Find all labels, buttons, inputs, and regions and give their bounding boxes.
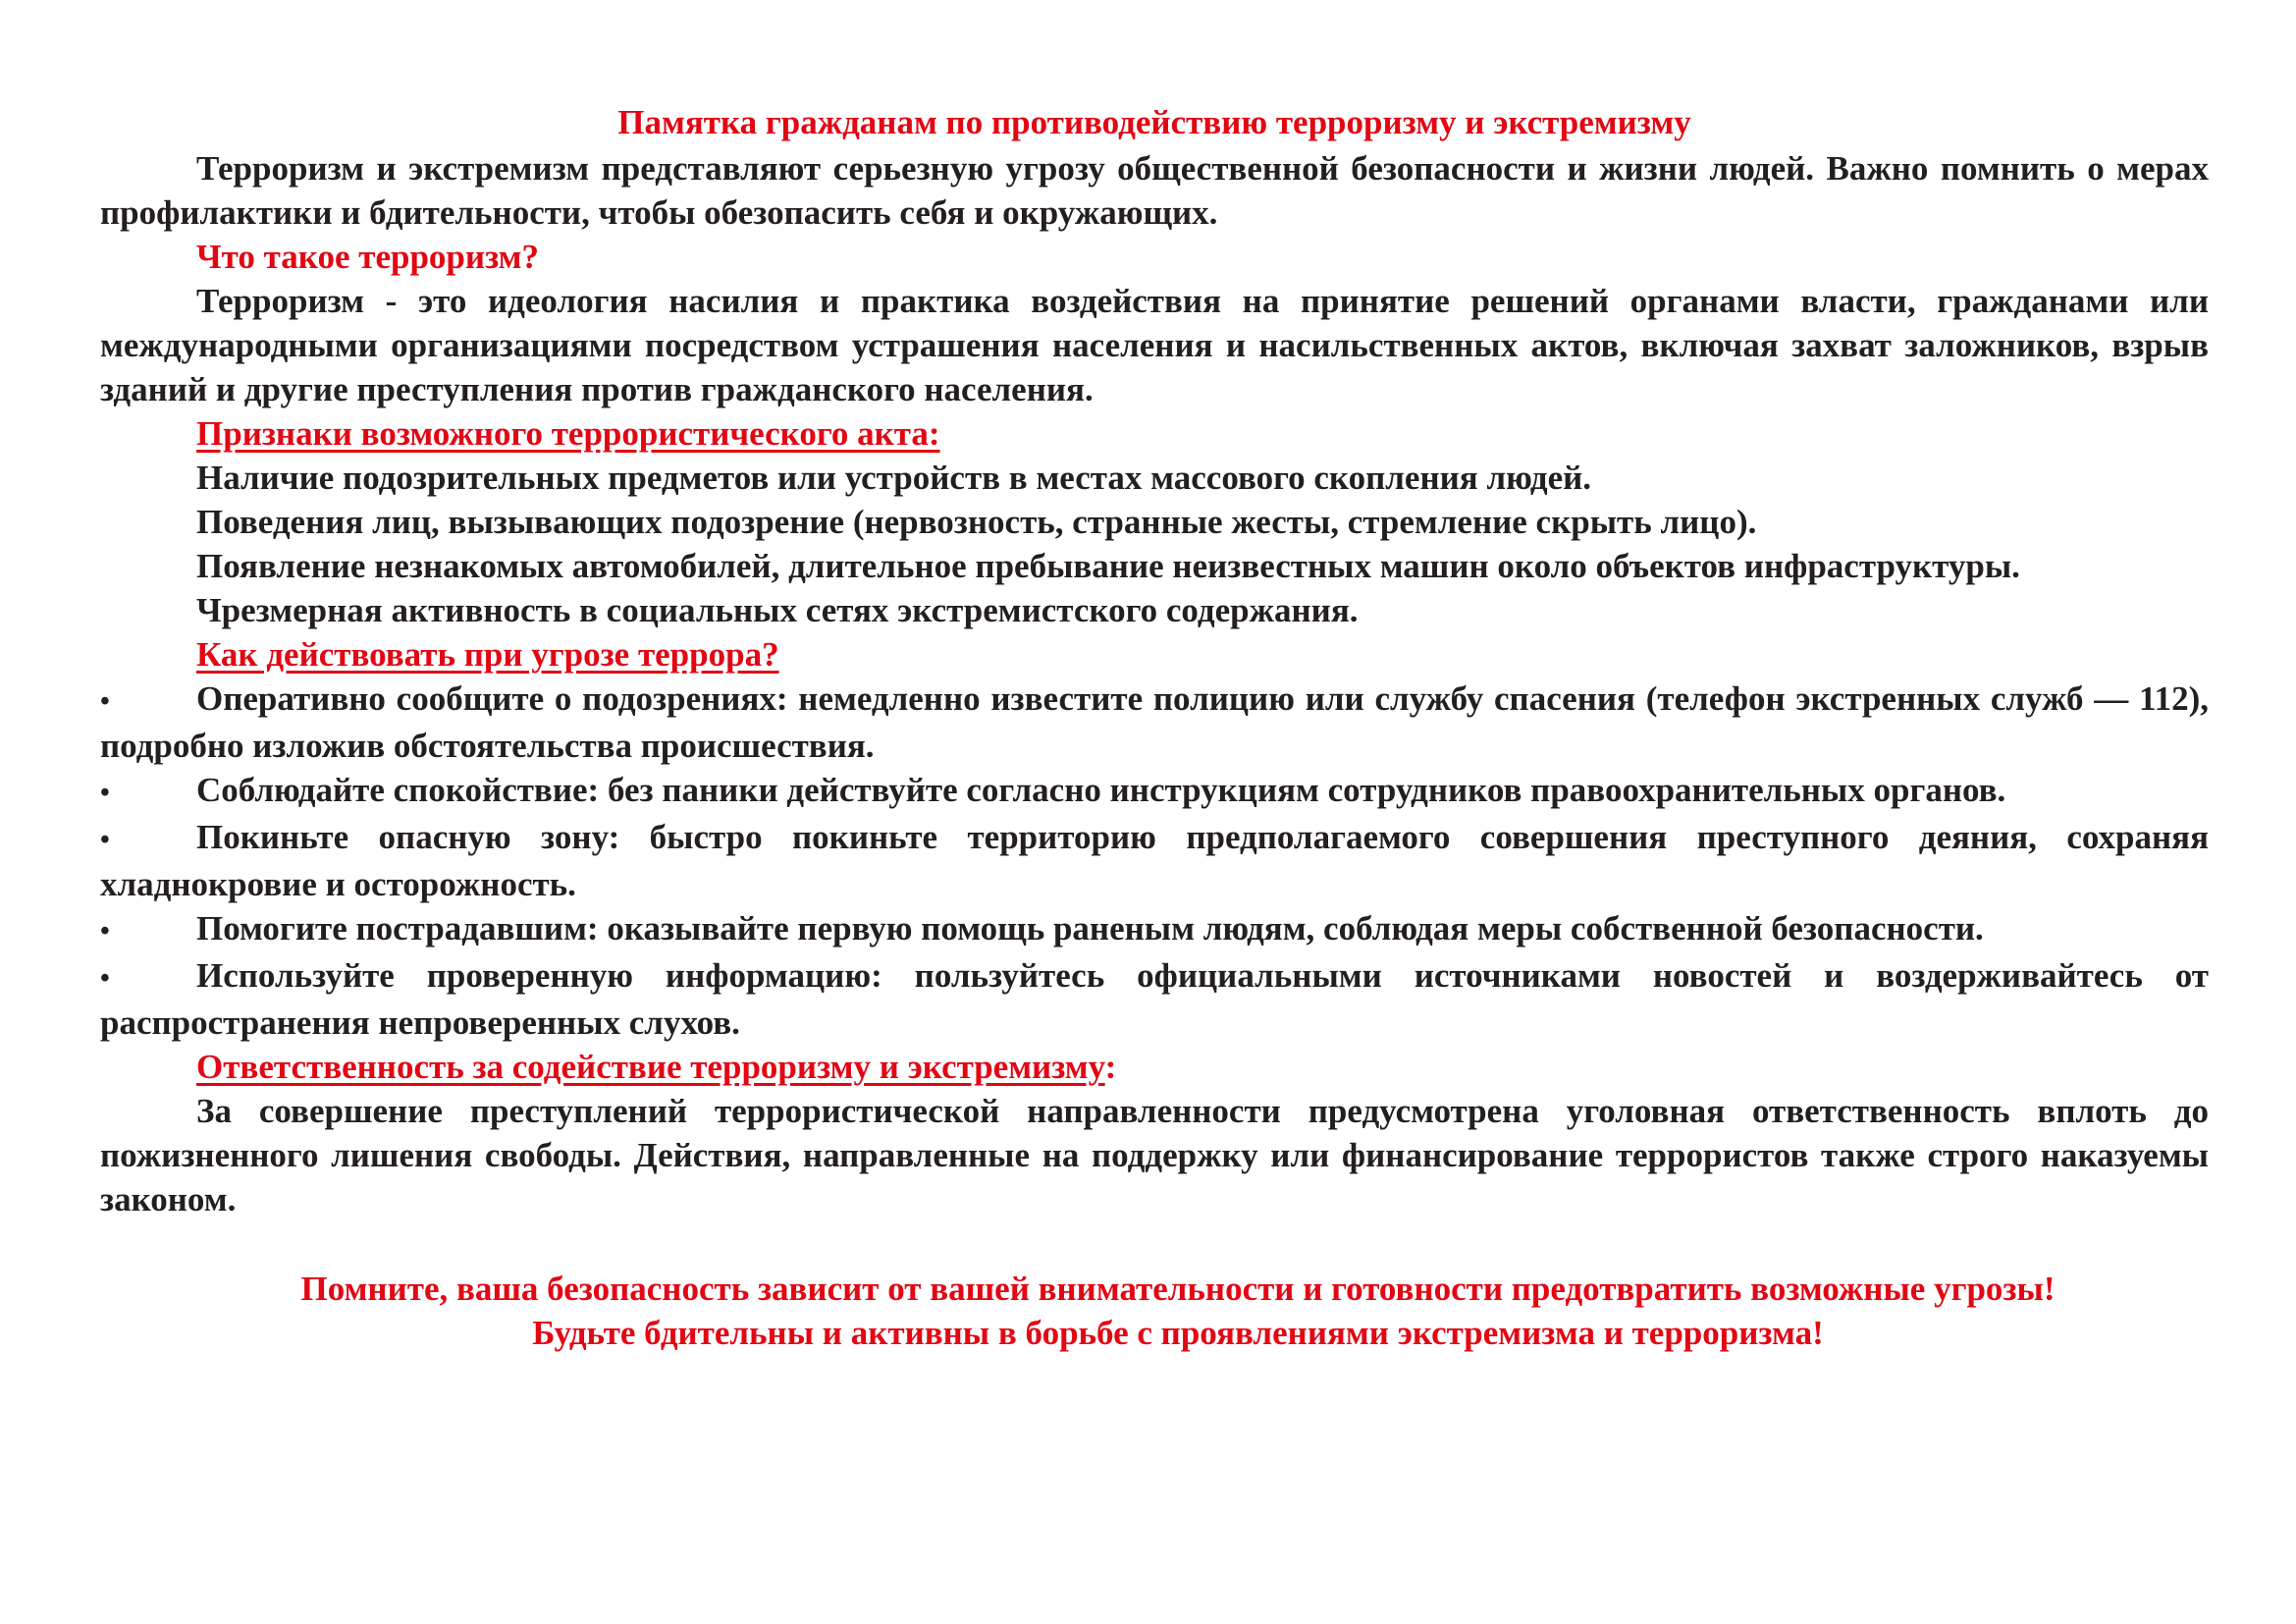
bullet-icon: • [100, 825, 110, 855]
closing-line-2: Будьте бдительны и активны в борьбе с проявлениями экстремизма и терроризма! [532, 1314, 1824, 1352]
what-is-heading: Что такое терроризм? [196, 238, 539, 276]
document-page [100, 100, 2209, 1355]
action-item [100, 768, 2209, 815]
action-item-text: Покиньте опасную зону: быстро покиньте территорию предполагаемого совершения преступного деяния, сохраняя хладнокровие и осторожность. [100, 818, 2209, 903]
signs-heading-text: Признаки возможного террористического акта: [196, 414, 940, 453]
sign-item: Наличие подозрительных предметов или устройств в местах массового скопления людей. [196, 459, 1592, 497]
action-item-text: Помогите пострадавшим: оказывайте первую помощь раненым людям, соблюдая меры собственной безопасности. [196, 909, 1984, 947]
responsibility-text: За совершение преступлений террористической направленности предусмотрена уголовная ответственность вплоть до пожизненного лишения свободы. Действия, направленные на поддержку или финансирование террористов также строго наказуемы законом. [100, 1092, 2209, 1218]
sign-item: Появление незнакомых автомобилей, длительное пребывание неизвестных машин около объектов инфраструктуры. [196, 547, 2020, 585]
intro-paragraph: Терроризм и экстремизм представляют серьезную угрозу общественной безопасности и жизни людей. Важно помнить о мерах профилактики и бдительности, чтобы обезопасить себя и окружающих. [100, 149, 2209, 232]
responsibility-heading-suffix: : [1104, 1048, 1117, 1086]
bullet-icon: • [100, 916, 110, 947]
closing-block [100, 1267, 2209, 1355]
responsibility-heading [100, 1045, 2209, 1089]
responsibility-heading-text: Ответственность за содействие терроризму и экстремизму [196, 1048, 1105, 1086]
bullet-icon: • [100, 686, 110, 717]
action-item [100, 953, 2209, 1045]
action-item [100, 677, 2209, 768]
sign-item: Чрезмерная активность в социальных сетях экстремистского содержания. [196, 591, 1359, 629]
action-item-text: Используйте проверенную информацию: пользуйтесь официальными источниками новостей и воздерживайтесь от распространения непроверенных слухов. [100, 956, 2209, 1042]
closing-line-1: Помните, ваша безопасность зависит от вашей внимательности и готовности предотвратить возможные угрозы! [300, 1270, 2056, 1308]
actions-heading [100, 632, 2209, 677]
action-item [100, 815, 2209, 906]
signs-heading [100, 411, 2209, 456]
action-item [100, 906, 2209, 953]
actions-heading-text: Как действовать при угрозе террора? [196, 635, 779, 674]
bullet-icon: • [100, 778, 110, 808]
what-is-text: Терроризм - это идеология насилия и практика воздействия на принятие решений органами власти, гражданами или международными организациями посредством устрашения населения и насильственных актов, включая захват заложников, взрыв зданий и другие преступления против гражданского населения. [100, 282, 2209, 408]
sign-item: Поведения лиц, вызывающих подозрение (нервозность, странные жесты, стремление скрыть лицо). [196, 503, 1757, 541]
action-item-text: Соблюдайте спокойствие: без паники действуйте согласно инструкциям сотрудников правоохранительных органов. [196, 771, 2006, 809]
bullet-icon: • [100, 963, 110, 994]
document-title: Памятка гражданам по противодействию терроризму и экстремизму [617, 103, 1691, 141]
action-item-text: Оперативно сообщите о подозрениях: немедленно известите полицию или службу спасения (телефон экстренных служб — 112), подробно изложив обстоятельства происшествия. [100, 679, 2209, 765]
